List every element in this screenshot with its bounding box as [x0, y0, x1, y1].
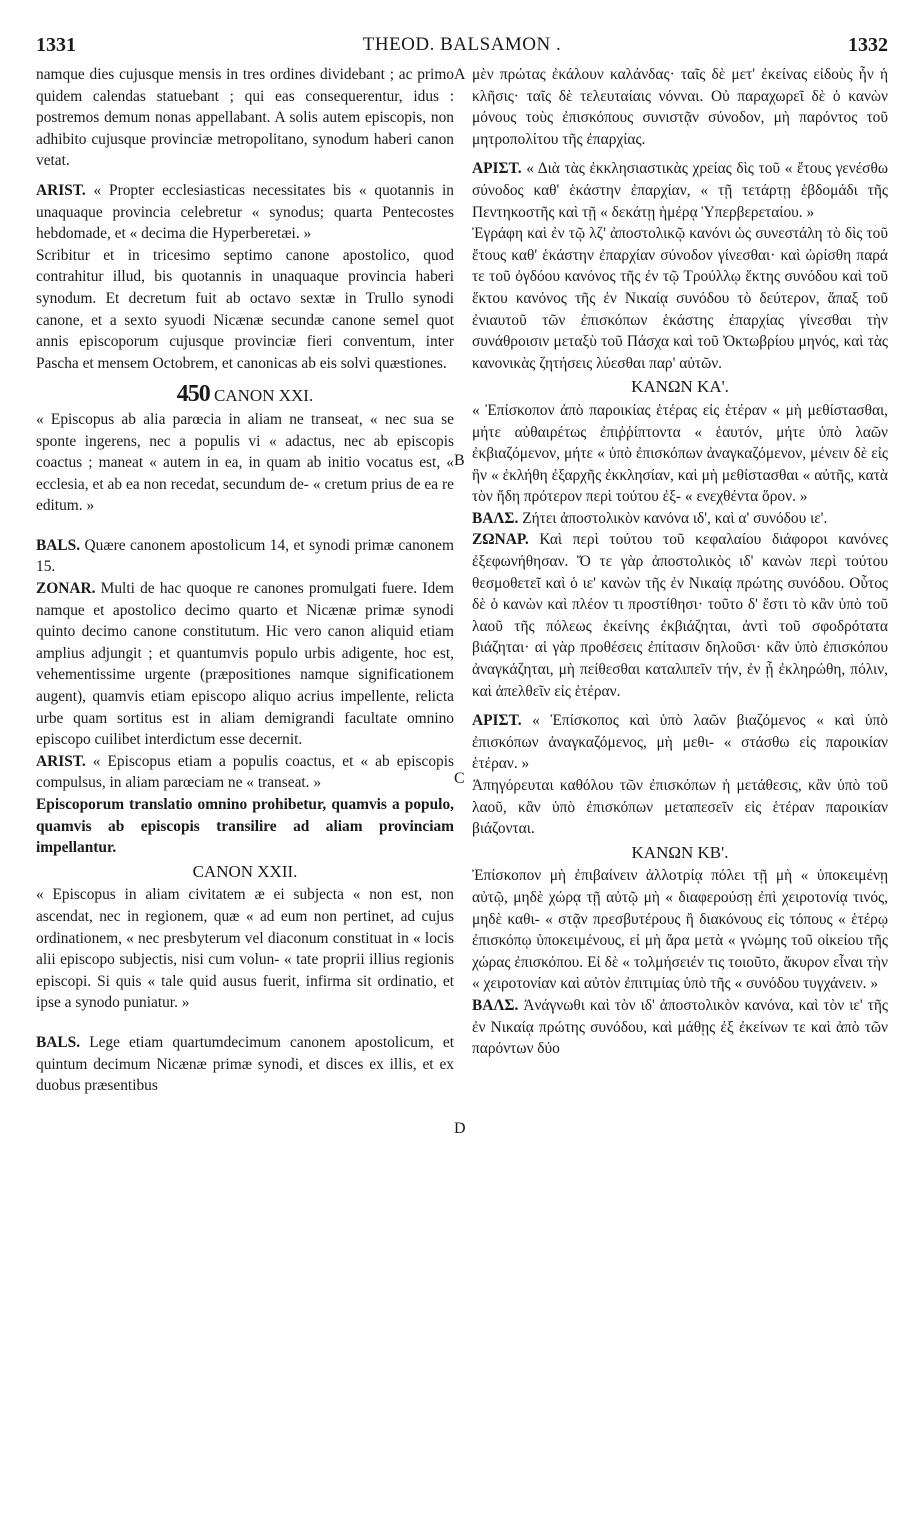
greek-column — [472, 64, 888, 1060]
greek-canon-22-title: ΚΑΝΩΝ ΚΒ'. — [631, 842, 729, 862]
running-header — [36, 34, 888, 64]
running-title: THEOD. BALSAMON . — [362, 34, 562, 55]
greek-bals-1-text: Ζήτει ἀποστολικὸν κανόνα ιδ', καὶ α' συνόδου ιε'. — [522, 509, 828, 527]
latin-arist-2 — [36, 751, 454, 794]
greek-zonar-text: Καὶ περὶ τούτου τοῦ κεφαλαίου διάφοροι κανόνες ἐξεφωνήθησαν. Ὅ τε γὰρ ἀποστολικὸς ιδ' κανὼν περὶ τούτου θεσμοθετεῖ καὶ ὁ ιε' κανὼν τῆς ἐν Νικαίᾳ πρώτης συνόδου. Οὗτος δὲ ὁ κανὼν καὶ πλέον τι προστίθησι· τοῦτο δ' ἔστι τὸ κἂν ὑπὸ τοῦ λαοῦ τῆς πόλεως ἐκείνης ἐκβιάζηται, ἀντὶ τοῦ σφοδρότατα βιάζηται· αἱ γὰρ προθέσεις ἐπίτασιν δηλοῦσι· κἂν ὑπὸ ἐπισκόπου ἀναγκάζηται, μὴ πείθεσθαι καταλιπεῖν τήν, ἐν ᾗ ἐκληρώθη, πόλιν, καὶ ἀπελθεῖν εἰς ἑτέραν. — [472, 531, 888, 700]
greek-bals-2-text: Ἀνάγνωθι καὶ τὸν ιδ' ἀποστολικὸν κανόνα, καὶ τὸν ιε' τῆς ἐν Νικαίᾳ πρώτης συνόδου, καὶ μάθῃς ἐξ ἐκείνων τε καὶ ἀπὸ τῶν παρόντων δύο — [472, 996, 888, 1058]
latin-arist-1 — [36, 180, 454, 245]
greek-paragraph: μὲν πρώτας ἐκάλουν καλάνδας· ταῖς δὲ μετ' ἐκείνας εἰδοὺς ἦν ἡ κλῆσις· ταῖς δὲ τελευταίαις νόνναι. Οὐ παραχωρεῖ δὲ ὁ κανὼν μόνους τοὺς ἐπισκόπους συνιστᾷν σύνοδον, μὴ παρόντος τοῦ μητροπολίτου τῆς ἐπαρχίας. — [472, 66, 888, 148]
margin-letter-a: A — [454, 66, 466, 83]
greek-zonar-label: ΖΩΝΑΡ. — [472, 531, 529, 549]
greek-arist-2 — [472, 710, 888, 775]
latin-paragraph: Scribitur et in tricesimo septimo canone apostolico, quod contrahitur illud, bis quotannis in unaquaque provincia haberi synodum. Et decretum fuit ab octavo sextæ in Trullo synodi canone, et a sexto syuodi Nicænæ secundæ canone semel quot annis episcoporum cujusque provinciæ fieri conventum, inter Pascha et mensem Octobrem, et canonicas ab eis solvi quæstiones. — [36, 246, 454, 372]
latin-zonar — [36, 578, 454, 751]
latin-arist-2-text: « Episcopus etiam a populis coactus, et « ab episcopis compulsus, in aliam parœciam ne « transeat. » — [36, 752, 454, 792]
greek-arist-2-label: ΑΡΙΣΤ. — [472, 712, 522, 730]
latin-canon-22-text: « Episcopus in aliam civitatem æ ei subjecta « non est, non ascendat, nec in regionem, quæ « ad eum non pertinet, ad cujus ordinationem, « nec presbyterum vel diaconum constituat in « locis alii episcopo subjectis, nisi cum volun- « tate proprii illius regionis episcopi. Si quis « tale quid ausus fuerit, infirma sit ordinatio, et ipse a synodo puniatur. » — [36, 886, 454, 1012]
latin-canon-22-title: CANON XXII. — [192, 861, 298, 881]
margin-letter-c: C — [454, 770, 465, 787]
column-number: 450 — [176, 381, 210, 408]
latin-paragraph: namque dies cujusque mensis in tres ordines dividebant ; ac primo quidem calendas statuebant ; qui eas consequerentur, idus : postremos demum nonas appellabant. A solis autem episcopis, non adhibito cujusque provinciæ metropolitano, synodum haberi canon vetat. — [36, 66, 454, 170]
greek-zonar — [472, 529, 888, 702]
latin-bals-1-text: Quære canonem apostolicum 14, et synodi primæ canonem 15. — [36, 536, 454, 576]
greek-canon-22-text: Ἐπίσκοπον μὴ ἐπιβαίνειν ἀλλοτρίᾳ πόλει τῇ μὴ « ὑποκειμένῃ αὐτῷ, μηδὲ χώρᾳ τῇ αὐτῷ μὴ « διαφερούσῃ ἐπὶ χειροτονίᾳ τινός, μηδὲ καθι- « στᾷν πρεσβυτέρους ἢ διακόνους εἰς τόπους « ἑτέρῳ ἐπισκόπῳ ὑποκειμένους, εἰ μὴ ἄρα μετὰ « γνώμης τοῦ οἰκείου τῆς χώρας ἐπισκόπου. Εἰ δὲ « τολμήσειέν τις τοιοῦτο, ἄκυρον εἶναι τὴν « χειροτονίαν καὶ αὐτὸν ἐπιτιμίας ὑπὸ τῆς « συνόδου τυγχάνειν. » — [472, 867, 888, 993]
greek-arist-2-text: « Ἐπίσκοπος καὶ ὑπὸ λαῶν βιαζόμενος « καὶ ὑπὸ ἐπισκόπων ἀναγκαζόμενος, μὴ μεθι- « στάσθω εἰς παροικίαν ἑτέραν. » — [472, 712, 888, 773]
margin-letter-b: B — [454, 452, 465, 469]
latin-bals-2-label: BALS. — [36, 1033, 81, 1051]
latin-canon-21-text: « Episcopus ab alia parœcia in aliam ne transeat, « nec sua se sponte ingerens, nec a populis vi « adactus, nec ab episcopis coactus ; maneat « autem in ea, in quam ab initio vocatus est, « ecclesia, et ab ea non recedat, secundum de- « cretum prius de ea re editum. » — [36, 410, 454, 515]
page-number-right: 1332 — [848, 34, 888, 56]
latin-arist-1-text: « Propter ecclesiasticas necessitates bis « quotannis in unaquaque provincia celebretur « synodus; quarta Pentecostes hebdomade, et « decima die Hyperberetæi. » — [36, 181, 454, 243]
margin-letter-d: D — [454, 1120, 466, 1137]
latin-paragraph: Episcoporum translatio omnino prohibetur, quamvis a populo, quamvis ab episcopis transilire ad aliam provinciam impellantur. — [36, 796, 454, 857]
latin-bals-2-text: Lege etiam quartumdecimum canonem apostolicum, et quintum decimum Nicænæ primæ synodi, et disces ex illis, et ex duobus præsentibus — [36, 1033, 454, 1095]
latin-arist-1-label: ARIST. — [36, 181, 86, 199]
latin-bals-2 — [36, 1032, 454, 1097]
greek-arist-1-label: ΑΡΙΣΤ. — [472, 160, 522, 178]
greek-arist-1-text: « Διὰ τὰς ἐκκλησιαστικὰς χρείας δὶς τοῦ « ἔτους γενέσθω σύνοδος καθ' ἑκάστην ἐπαρχίαν, « τῇ τετάρτῃ ἑβδομάδι τῆς Πεντηκοστῆς καὶ τῇ « δεκάτῃ ἡμέρᾳ Ὑπερβερεταίου. » — [472, 160, 888, 221]
greek-bals-2-label: ΒΑΛΣ. — [472, 996, 519, 1014]
greek-bals-1-label: ΒΑΛΣ. — [472, 509, 519, 527]
greek-bals-1 — [472, 508, 888, 530]
latin-canon-21-title: CANON XXI. — [214, 386, 314, 406]
latin-arist-2-label: ARIST. — [36, 752, 86, 770]
greek-paragraph: Ἐγράφη καὶ ἐν τῷ λζ' ἀποστολικῷ κανόνι ὡς συνεστάλη τὸ δὶς τοῦ ἔτους καθ' ἑκάστην ἐπαρχίαν σύνοδον γίνεσθαι· καὶ ὡρίσθη παρά τε τοῦ ὀγδόου κανόνος τῆς ἐν τῷ Τρούλλῳ ἕκτης συνόδου καὶ τοῦ ἕκτου κανόνος τῆς ἐν Νικαίᾳ συνόδου τὸ δεύτερον, ἅπαξ τοῦ ἐνιαυτοῦ τῶν ἐπισκόπων ἑκάστης ἐπαρχίας γίνεσθαι τὴν συνάθροισιν μεταξὺ τοῦ Πάσχα καὶ τοῦ Ὀκτωβρίου μηνός, καὶ τὰς κανονικὰς ζητήσεις λύεσθαι παρ' αὐτῶν. — [472, 225, 888, 372]
page-number-left: 1331 — [36, 34, 76, 56]
greek-bals-2 — [472, 995, 888, 1060]
greek-arist-1 — [472, 158, 888, 223]
latin-column — [36, 64, 454, 1097]
latin-bals-1 — [36, 535, 454, 578]
greek-canon-21-title: ΚΑΝΩΝ ΚΑ'. — [631, 377, 729, 397]
latin-zonar-text: Multi de hac quoque re canones promulgati fuere. Idem namque et apostolico decimo quarto et Nicænæ primæ synodi quinto decimo canone constitutum. Hic vero canon aliquid etiam amplius adjungit ; et quantumvis populo urbis adigente, hoc est, vehementissime urgente (præpositiones namque significationem augent), quamvis etiam episcopo aliquo acrius impellente, relicta urbe quam sortitus est in aliam demigrandi facultate omnino episcopo cuilibet interdictum esse decernit. — [36, 580, 454, 749]
greek-paragraph: Ἀπηγόρευται καθόλου τῶν ἐπισκόπων ἡ μετάθεσις, κἂν ὑπὸ τοῦ λαοῦ, κἂν ὑπὸ ἐπισκόπων μεταπεσεῖν εἰς ἑτέραν παροικίαν βιάζονται. — [472, 777, 888, 838]
latin-zonar-label: ZONAR. — [36, 580, 96, 598]
latin-bals-1-label: BALS. — [36, 536, 81, 554]
greek-canon-21-text: « Ἐπίσκοπον ἀπὸ παροικίας ἑτέρας εἰς ἑτέραν « μὴ μεθίστασθαι, μήτε αὐθαιρέτως ἐπιῤῥίπτοντα « ἑαυτόν, μήτε ὑπὸ λαῶν ἐκβιαζόμενον, μήτε « ὑπὸ ἐπισκόπων ἀναγκαζόμενον, μένειν δὲ εἰς ἣν « ἐκλήθη ἐξαρχῆς ἐκκλησίαν, καὶ μὴ μεθίστασθαι « αὐτῆς, κατὰ τὸν ἤδη πρότερον περὶ τούτου ἐξ- « ενεχθέντα ὅρον. » — [472, 401, 888, 506]
latin-canon-21-heading — [36, 381, 454, 408]
